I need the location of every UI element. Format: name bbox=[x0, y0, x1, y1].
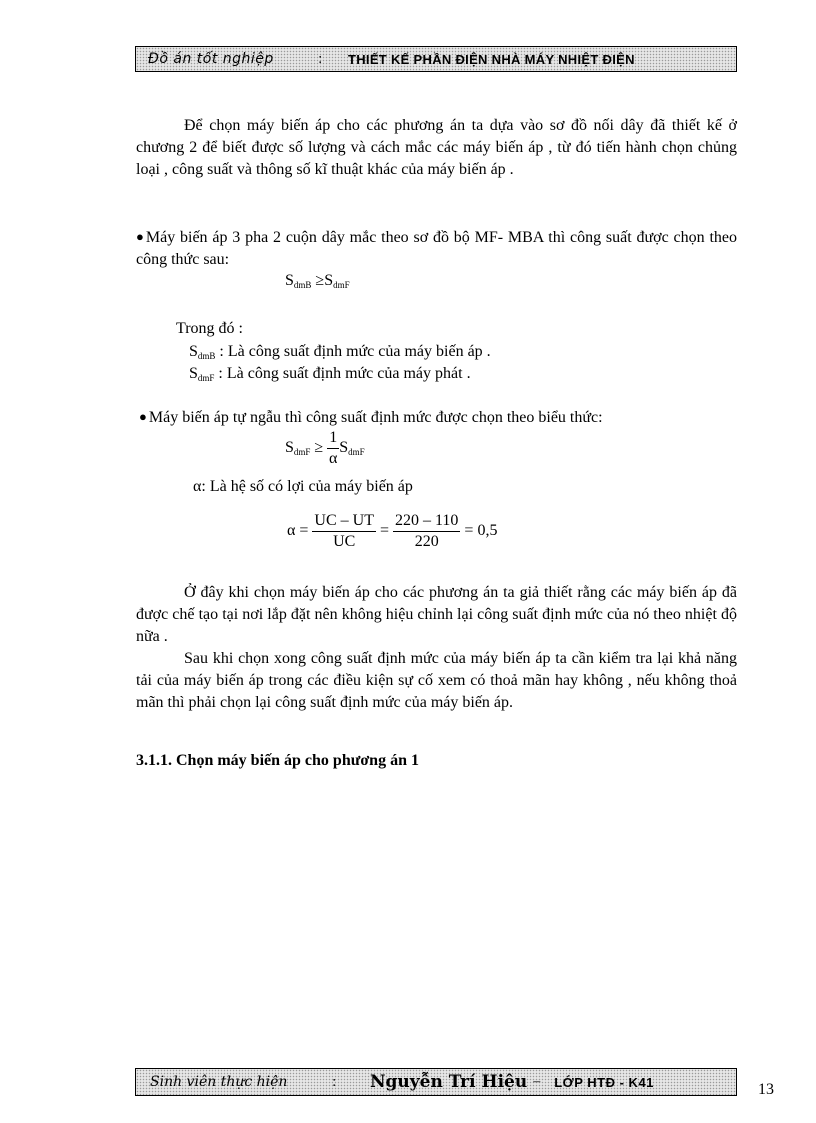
header-colon: : bbox=[318, 51, 323, 67]
footer-colon: : bbox=[332, 1074, 337, 1090]
formula-sdmb-geq-sdmf bbox=[285, 272, 350, 290]
formula2-geq: ≥ bbox=[314, 439, 324, 457]
definition-sdmf bbox=[189, 365, 471, 383]
formula2-s: S bbox=[285, 439, 294, 457]
definition-text-2: : Là công suất định mức của máy phát . bbox=[218, 365, 471, 382]
formula-alpha-value bbox=[287, 511, 497, 552]
fraction-voltage-denominator: UC bbox=[333, 533, 356, 550]
fraction-values bbox=[393, 511, 460, 552]
def-s: S bbox=[189, 365, 198, 382]
fraction-values-numerator: 220 – 110 bbox=[393, 511, 460, 532]
page-number: 13 bbox=[758, 1081, 774, 1098]
definition-text-1: : Là công suất định mức của máy biến áp . bbox=[219, 343, 491, 360]
definition-sdmb bbox=[189, 343, 491, 361]
paragraph-3: Ở đây khi chọn máy biến áp cho các phương án ta giả thiết rằng các máy biến áp đã được chế tạo tại nơi lắp đặt nên không hiệu chỉnh lại công suất định mức của nó theo nhiệt độ nữa . bbox=[136, 584, 737, 645]
formula-s: S bbox=[285, 272, 294, 289]
header-title: THIẾT KẾ PHẦN ĐIỆN NHÀ MÁY NHIỆT ĐIỆN bbox=[348, 51, 635, 67]
formula3-alpha: α bbox=[287, 522, 296, 540]
fraction-denominator: α bbox=[329, 450, 338, 467]
header-banner bbox=[135, 46, 737, 72]
footer-banner bbox=[135, 1068, 737, 1096]
bullet-icon: ● bbox=[139, 409, 147, 424]
formula-sub-dmb: dmB bbox=[293, 280, 312, 290]
footer-class: LỚP HTĐ - K41 bbox=[554, 1074, 654, 1090]
formula-sub-dmf: dmF bbox=[333, 280, 350, 290]
def-sub-dmf: dmF bbox=[197, 373, 215, 383]
formula-s: S bbox=[324, 272, 334, 289]
footer-left-text: Sinh viên thực hiện bbox=[150, 1074, 288, 1090]
bullet-paragraph-1 bbox=[136, 226, 737, 271]
def-s: S bbox=[189, 343, 198, 360]
formula2-sub-dmf: dmF bbox=[293, 447, 311, 458]
bullet-text-1: Máy biến áp 3 pha 2 cuộn dây mắc theo sơ đồ bộ MF- MBA thì công suất được chọn theo công thức sau: bbox=[136, 229, 737, 268]
bullet-paragraph-2 bbox=[139, 409, 603, 427]
fraction-one-over-alpha bbox=[327, 428, 339, 469]
fraction-numerator: 1 bbox=[327, 428, 339, 449]
alpha-definition-text: : Là hệ số có lợi của máy biến áp bbox=[201, 478, 413, 495]
intro-paragraph: Để chọn máy biến áp cho các phương án ta dựa vào sơ đồ nối dây đã thiết kế ở chương 2 để biết được số lượng và cách mắc các máy biến áp , từ đó tiến hành chọn chủng loại , công suất và thông số kĩ thuật khác của máy biến áp . bbox=[136, 117, 737, 178]
footer-author-name: Nguyễn Trí Hiệu bbox=[370, 1072, 528, 1092]
formula-autotransformer bbox=[285, 428, 365, 469]
alpha-symbol: α bbox=[193, 478, 202, 495]
formula2-sub-dmf: dmF bbox=[348, 447, 365, 458]
alpha-definition bbox=[193, 478, 413, 496]
fraction-voltage-numerator: UC – UT bbox=[312, 511, 376, 532]
bullet-icon: ● bbox=[136, 229, 144, 244]
fraction-values-denominator: 220 bbox=[414, 533, 439, 550]
formula2-s: S bbox=[339, 439, 349, 457]
footer-dash: – bbox=[533, 1074, 541, 1089]
formula3-eq: = bbox=[299, 522, 309, 540]
formula3-result: = 0,5 bbox=[464, 522, 498, 540]
section-heading: 3.1.1. Chọn máy biến áp cho phương án 1 bbox=[136, 752, 419, 769]
paragraph-4: Sau khi chọn xong công suất định mức của máy biến áp ta cần kiểm tra lại khả năng tải của máy biến áp trong các điều kiện sự cố xem có thoả mãn hay không , nếu không thoả mãn thì phải chọn lại công suất định mức của máy biến áp. bbox=[136, 650, 737, 711]
fraction-voltage bbox=[312, 511, 376, 552]
bullet-text-2: Máy biến áp tự ngẫu thì công suất định mức được chọn theo biểu thức: bbox=[148, 409, 603, 426]
formula-geq: ≥ bbox=[315, 272, 325, 289]
header-left-text: Đồ án tốt nghiệp bbox=[148, 51, 274, 67]
trong-do-label: Trong đó : bbox=[176, 320, 243, 337]
formula3-eq: = bbox=[379, 522, 390, 540]
def-sub-dmb: dmB bbox=[197, 351, 216, 361]
